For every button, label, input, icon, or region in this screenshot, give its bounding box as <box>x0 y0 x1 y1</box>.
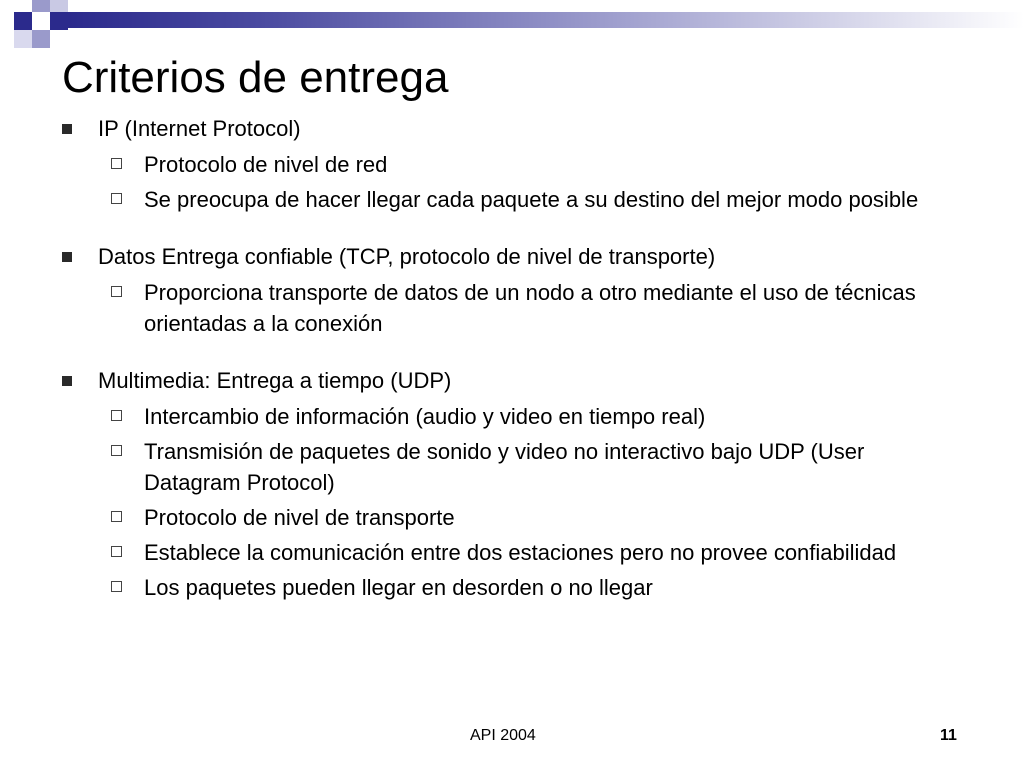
bullet-text: Transmisión de paquetes de sonido y video no interactivo bajo UDP (User Datagram Protocol) <box>144 439 865 495</box>
bullet-text: Protocolo de nivel de red <box>144 152 388 177</box>
hollow-square-bullet-icon <box>111 158 122 169</box>
bullet-text: Intercambio de información (audio y video en tiempo real) <box>144 404 706 429</box>
bullet-level2 <box>0 184 964 215</box>
bullet-text: Se preocupa de hacer llegar cada paquete a su destino del mejor modo posible <box>144 187 919 212</box>
hollow-square-bullet-icon <box>111 286 122 297</box>
hollow-square-bullet-icon <box>111 410 122 421</box>
page-number: 11 <box>940 727 957 744</box>
bullet-level2 <box>0 572 964 603</box>
header-gradient-bar <box>68 12 1024 28</box>
bullet-text: IP (Internet Protocol) <box>98 116 301 141</box>
hollow-square-bullet-icon <box>111 546 122 557</box>
square-bullet-icon <box>62 376 72 386</box>
bullet-level1 <box>0 365 968 397</box>
bullet-level1 <box>0 241 968 273</box>
bullet-text: Los paquetes pueden llegar en desorden o no llegar <box>144 575 653 600</box>
hollow-square-bullet-icon <box>111 193 122 204</box>
bullet-text: Establece la comunicación entre dos estaciones pero no provee confiabilidad <box>144 540 897 565</box>
footer-label: API 2004 <box>470 727 536 744</box>
bullet-level2 <box>0 277 964 339</box>
slide-title: Criterios de entrega <box>62 53 449 102</box>
hollow-square-bullet-icon <box>111 511 122 522</box>
bullet-level2 <box>0 436 964 498</box>
bullet-text: Multimedia: Entrega a tiempo (UDP) <box>98 368 452 393</box>
square-bullet-icon <box>62 124 72 134</box>
bullet-level2 <box>0 502 964 533</box>
bullet-text: Proporciona transporte de datos de un nodo a otro mediante el uso de técnicas orientadas a la conexión <box>144 280 916 336</box>
bullet-level1 <box>0 113 968 145</box>
square-bullet-icon <box>62 252 72 262</box>
bullet-level2 <box>0 401 964 432</box>
bullet-level2 <box>0 149 964 180</box>
hollow-square-bullet-icon <box>111 581 122 592</box>
hollow-square-bullet-icon <box>111 445 122 456</box>
bullet-level2 <box>0 537 964 568</box>
slide-body <box>0 113 1024 603</box>
bullet-text: Protocolo de nivel de transporte <box>144 505 455 530</box>
bullet-text: Datos Entrega confiable (TCP, protocolo de nivel de transporte) <box>98 244 716 269</box>
